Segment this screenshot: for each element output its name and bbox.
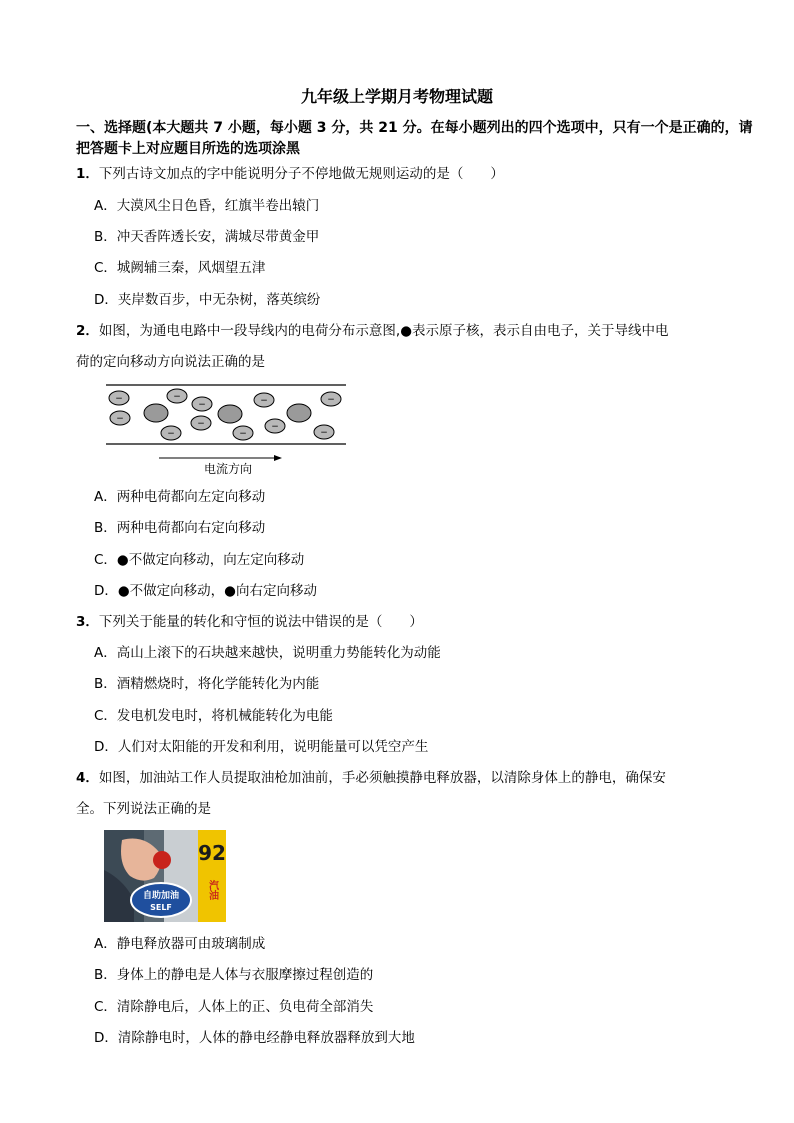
static-discharger-photo: [104, 830, 226, 922]
nucleus-icon: [144, 404, 168, 422]
electron-sign: −: [116, 414, 124, 424]
question-text: 如图，加油站工作人员提取油枪加油前，手必须触摸静电释放器，以清除身体上的静电，确保安: [98, 770, 666, 786]
fuel-type-text: 汽油: [206, 880, 218, 900]
q1-option-d: D．夹岸数百步，中无杂树，落英缤纷: [94, 292, 321, 308]
question-2: [76, 322, 668, 340]
nucleus-group: [144, 404, 311, 423]
q2-option-d: D．●不做定向移动，●向右定向移动: [94, 583, 317, 599]
fuel-grade-number: 92: [198, 841, 226, 865]
question-number: 2．: [76, 323, 99, 339]
nucleus-icon: [218, 405, 242, 423]
electron-sign: −: [320, 428, 328, 438]
q2-option-b: B．两种电荷都向右定向移动: [94, 520, 266, 536]
q3-option-d: D．人们对太阳能的开发和利用，说明能量可以凭空产生: [94, 739, 429, 755]
electron-sign: −: [327, 395, 335, 405]
q4-option-c: C．清除静电后，人体上的正、负电荷全部消失: [94, 999, 374, 1015]
electron-sign: −: [271, 422, 279, 432]
electron-sign: −: [115, 394, 123, 404]
electron-sign: −: [197, 419, 205, 429]
question-number: 4．: [76, 770, 99, 786]
question-4: [76, 769, 666, 787]
question-text: 下列古诗文加点的字中能说明分子不停地做无规则运动的是（ ）: [98, 166, 504, 182]
q3-option-b: B．酒精燃烧时，将化学能转化为内能: [94, 676, 320, 692]
question-number: 1．: [76, 166, 99, 182]
sign-english-text: SELF: [150, 903, 172, 912]
q3-option-a: A．高山上滚下的石块越来越快，说明重力势能转化为动能: [94, 645, 441, 661]
q1-option-b: B．冲天香阵透长安，满城尽带黄金甲: [94, 229, 320, 245]
question-3: [76, 613, 423, 631]
wire-charge-diagram: [104, 380, 348, 478]
q2-option-c: C．●不做定向移动，向左定向移动: [94, 552, 305, 568]
question-2-continuation: 荷的定向移动方向说法正确的是: [76, 354, 265, 370]
electron-sign: −: [239, 429, 247, 439]
electron-sign: −: [173, 392, 181, 402]
page-title: 九年级上学期月考物理试题: [300, 87, 493, 106]
electron-sign: −: [198, 400, 206, 410]
section-heading: 一、选择题(本大题共 7 小题，每小题 3 分，共 21 分。在每小题列出的四个选项中，只有一个是正确的，请把答题卡上对应题目所选的选项涂黑: [76, 120, 753, 157]
question-4-continuation: 全。下列说法正确的是: [76, 801, 211, 817]
question-text: 如图，为通电电路中一段导线内的电荷分布示意图,●表示原子核，表示自由电子，关于导线中电: [98, 323, 669, 339]
arrow-head-icon: [274, 455, 282, 461]
q1-option-c: C．城阙辅三秦，风烟望五津: [94, 260, 266, 276]
question-1: [76, 165, 504, 183]
electron-sign: −: [167, 429, 175, 439]
q4-option-a: A．静电释放器可由玻璃制成: [94, 936, 266, 952]
q4-option-b: B．身体上的静电是人体与衣服摩擦过程创造的: [94, 967, 374, 983]
sign-chinese-text: 自助加油: [142, 891, 180, 901]
discharger-button-icon: [153, 851, 171, 869]
nucleus-icon: [287, 404, 311, 422]
question-number: 3．: [76, 614, 99, 630]
question-text: 下列关于能量的转化和守恒的说法中错误的是（ ）: [98, 614, 423, 630]
q2-option-a: A．两种电荷都向左定向移动: [94, 489, 266, 505]
q1-option-a: A．大漠风尘日色昏，红旗半卷出辕门: [94, 198, 320, 214]
q4-option-d: D．清除静电时，人体的静电经静电释放器释放到大地: [94, 1030, 415, 1046]
electron-sign: −: [260, 396, 268, 406]
q3-option-c: C．发电机发电时，将机械能转化为电能: [94, 708, 333, 724]
current-direction-label: 电流方向: [203, 462, 253, 476]
